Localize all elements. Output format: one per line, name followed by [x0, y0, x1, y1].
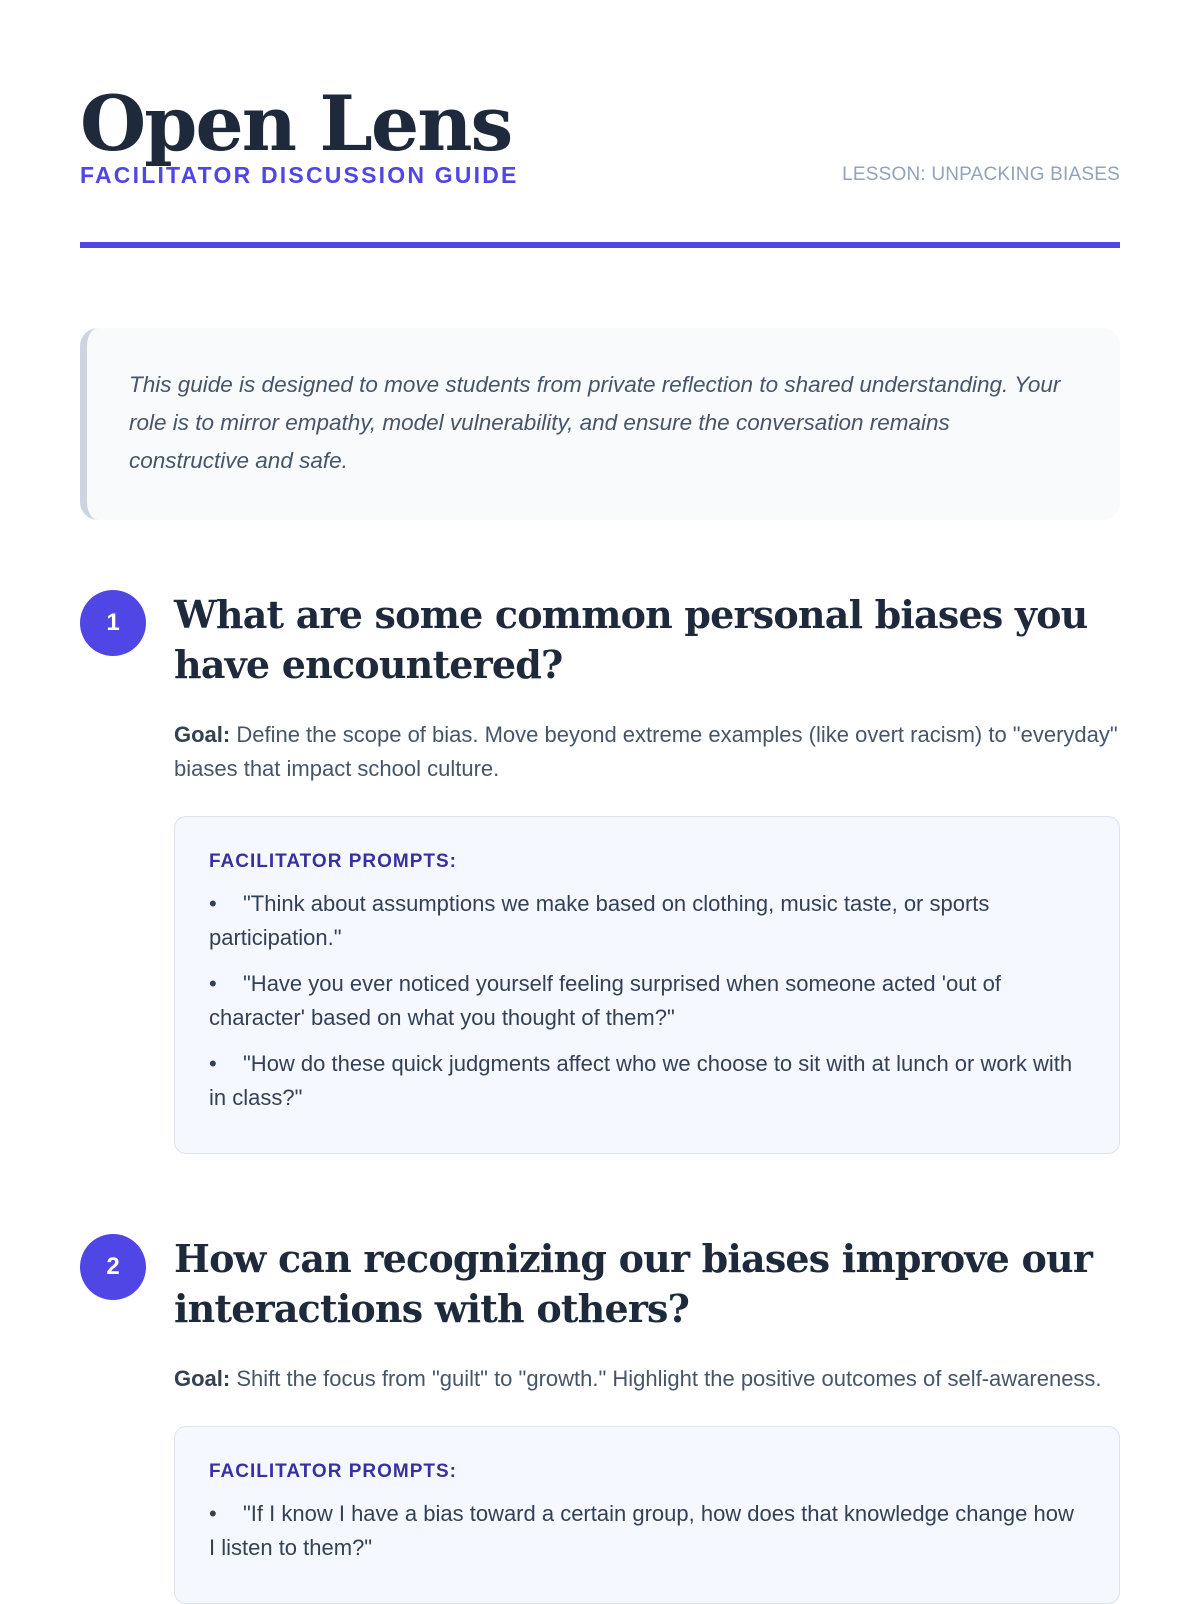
goal-label: Goal: — [174, 1366, 231, 1391]
prompt-item — [209, 967, 1085, 1035]
goal-text: Define the scope of bias. Move beyond extreme examples (like overt racism) to "everyday" biases that impact school culture. — [174, 722, 1118, 781]
intro-text: This guide is designed to move students from private reflection to shared understanding. Your role is to mirror empathy, model vulnerability, and ensure the conversation remains constructive and safe. — [129, 372, 1061, 473]
prompt-item — [209, 1047, 1085, 1115]
prompt-list — [209, 887, 1085, 1115]
section-goal — [174, 1362, 1120, 1396]
bullet-icon: • — [209, 1051, 217, 1076]
bullet-icon: • — [209, 971, 217, 996]
bullet-icon: • — [209, 891, 217, 916]
prompt-item — [209, 1497, 1085, 1565]
guide-page — [80, 0, 1120, 1604]
discussion-section-2 — [80, 1234, 1120, 1604]
page-header — [80, 0, 1120, 248]
section-question: How can recognizing our biases improve our interactions with others? — [174, 1236, 1093, 1331]
prompt-text: "How do these quick judgments affect who we choose to sit with at lunch or work with in class?" — [209, 1051, 1073, 1110]
brand-subtitle: FACILITATOR DISCUSSION GUIDE — [80, 162, 519, 188]
section-question: What are some common personal biases you have encountered? — [174, 592, 1088, 687]
goal-label: Goal: — [174, 722, 231, 747]
prompts-title: FACILITATOR PROMPTS: — [209, 1461, 457, 1482]
prompt-text: "If I know I have a bias toward a certain group, how does that knowledge change how I listen to them?" — [209, 1501, 1074, 1560]
brand-title: Open Lens — [80, 79, 512, 168]
prompt-text: "Have you ever noticed yourself feeling surprised when someone acted 'out of character' based on what you thought of them?" — [209, 971, 1002, 1030]
prompts-title: FACILITATOR PROMPTS: — [209, 851, 457, 872]
discussion-section-1 — [80, 590, 1120, 1154]
section-goal — [174, 718, 1120, 786]
facilitator-prompts-box — [174, 816, 1120, 1154]
section-number-badge: 2 — [80, 1234, 146, 1300]
lesson-label: LESSON: UNPACKING BIASES — [842, 164, 1120, 185]
facilitator-prompts-box — [174, 1426, 1120, 1604]
prompt-item — [209, 887, 1085, 955]
bullet-icon: • — [209, 1501, 217, 1526]
section-number-badge: 1 — [80, 590, 146, 656]
goal-text: Shift the focus from "guilt" to "growth." Highlight the positive outcomes of self-awareness. — [230, 1366, 1102, 1391]
prompt-list — [209, 1497, 1085, 1565]
prompt-text: "Think about assumptions we make based on clothing, music taste, or sports participation." — [209, 891, 990, 950]
intro-callout — [80, 328, 1120, 520]
